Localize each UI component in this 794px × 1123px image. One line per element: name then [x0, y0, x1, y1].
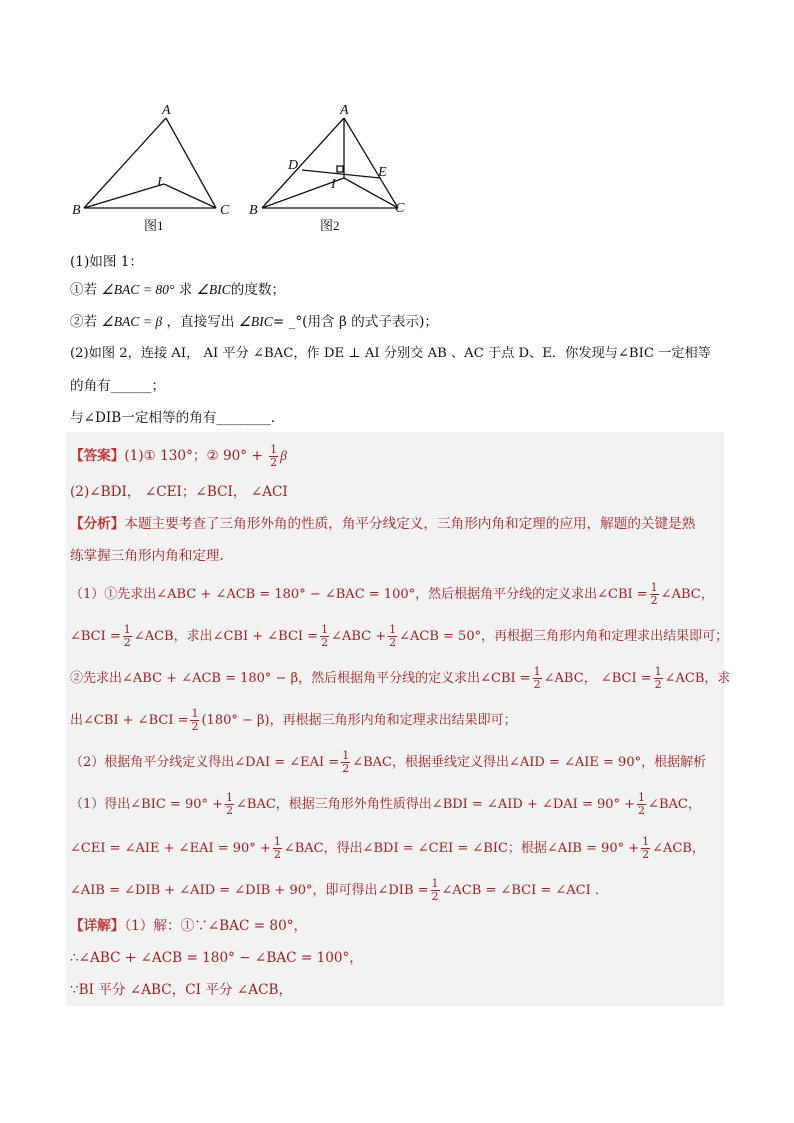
- detail-line-3: ∵BI 平分 ∠ABC，CI 平分 ∠ACB，: [70, 982, 293, 998]
- q1a-mid: 求: [178, 282, 193, 298]
- frac-num: 1: [321, 623, 329, 636]
- a-l4-c: ∠ABC +: [331, 629, 387, 644]
- detail-line-2: ∴∠ABC + ∠ACB = 180° − ∠BAC = 100°，: [70, 950, 363, 966]
- fig2-segment-de: [302, 170, 380, 178]
- half-frac: [641, 836, 650, 861]
- question-part1-b: [70, 312, 438, 332]
- a-l4-d: ∠ACB = 50°，再根据三角形内角和定理求出结果即可；: [399, 629, 729, 644]
- analysis-l1: 本题主要考查了三角形外角的性质，角平分线定义，三角形内角和定理的应用，解题的关键是熟: [124, 516, 696, 532]
- q1a-pre: ①若: [70, 282, 98, 298]
- detail-line-1: [70, 916, 307, 936]
- fig1-caption: 图1: [144, 218, 164, 233]
- question-part1-a: [70, 280, 285, 300]
- frac-num: 1: [270, 443, 278, 456]
- frac-num: 1: [431, 877, 439, 890]
- fig2-segment-ci: [344, 178, 398, 208]
- analysis-line-1: [70, 514, 695, 534]
- fig2-label-b: B: [249, 203, 258, 218]
- fig1-label-c: C: [220, 203, 230, 218]
- a-l9-c: ∠ACB，: [652, 841, 705, 856]
- half-frac: [654, 666, 663, 691]
- answer-line-1: [70, 444, 287, 469]
- analysis-line-7: [70, 750, 706, 775]
- q1b-pre: ②若: [70, 314, 98, 330]
- fig1-segment-bi: [84, 184, 164, 208]
- analysis-line-10: [70, 878, 608, 903]
- frac-den: 2: [191, 720, 199, 733]
- fig2-side-ab: [262, 118, 344, 208]
- frac-num: 1: [273, 835, 281, 848]
- fig2-side-ac: [344, 118, 398, 208]
- q1a-post: 的度数；: [230, 282, 286, 298]
- analysis-line-6: [70, 708, 517, 733]
- frac-num: 1: [638, 791, 646, 804]
- answer-line-2: (2)∠BDI， ∠CEI；∠BCI， ∠ACI: [70, 484, 288, 500]
- analysis-line-5: [70, 666, 730, 691]
- answer-1-pre: (1)① 130°；② 90° +: [124, 448, 263, 464]
- half-frac: [273, 836, 282, 861]
- fig2-label-a: A: [340, 103, 349, 118]
- q1a-math: ∠BAC = 80°: [101, 282, 175, 297]
- a-l4-b: ∠ACB，求出∠CBI + ∠BCI =: [133, 629, 319, 644]
- frac-num: 1: [389, 623, 397, 636]
- question-part2-line1: (2)如图 2，连接 AI， AI 平分 ∠BAC，作 DE ⊥ AI 分别交 AB 、AC 于点 D、E．你发现与∠BIC 一定相等: [70, 346, 711, 361]
- frac-num: 1: [191, 707, 199, 720]
- figure-1: [60, 96, 250, 236]
- detail-l1: （1）解：①∵∠BAC = 80°，: [124, 918, 308, 934]
- a-l4-a: ∠BCI =: [70, 629, 121, 644]
- frac-num: 1: [642, 835, 650, 848]
- analysis-tag: 【分析】: [70, 516, 125, 532]
- answer-tag: 【答案】: [70, 448, 125, 464]
- frac-den: 2: [273, 848, 281, 861]
- q1b-post: = _°(用含 β 的式子表示)；: [272, 314, 439, 330]
- frac-num: 1: [650, 581, 658, 594]
- analysis-line-8: [70, 792, 701, 817]
- frac-den: 2: [638, 804, 646, 817]
- half-frac: [341, 750, 350, 775]
- half-frac: [533, 666, 542, 691]
- a-l6-b: (180° − β)，再根据三角形内角和定理求出结果即可；: [201, 713, 517, 728]
- a-l5-a: ②先求出∠ABC + ∠ACB = 180° − β，然后根据角平分线的定义求出∠CBI =: [70, 671, 531, 686]
- analysis-line-3: [70, 582, 714, 607]
- a-l10-b: ∠ACB = ∠BCI = ∠ACI ．: [441, 883, 608, 898]
- question-part1-heading: (1)如图 1：: [70, 254, 144, 270]
- fig1-side-ac: [166, 118, 216, 208]
- frac-den: 2: [342, 762, 350, 775]
- frac-den: 2: [270, 456, 278, 469]
- frac-den: 2: [431, 890, 439, 903]
- a-l5-c: ∠ACB，求: [664, 671, 731, 686]
- figure-2: [240, 96, 430, 236]
- analysis-line-9: [70, 836, 705, 861]
- analysis-line-4: [70, 624, 728, 649]
- a-l6-a: 出∠CBI + ∠BCI =: [70, 713, 189, 728]
- fig1-label-a: A: [162, 103, 171, 118]
- fig1-label-b: B: [72, 203, 81, 218]
- half-frac: [388, 624, 397, 649]
- a-l3-pre: （1）①先求出∠ABC + ∠ACB = 180° − ∠BAC = 100°，然后根据角平分线的定义求出∠CBI =: [70, 587, 648, 602]
- fig2-right-angle-mark: [337, 166, 343, 172]
- half-frac: [123, 624, 132, 649]
- a-l5-b: ∠ABC， ∠BCI =: [543, 671, 652, 686]
- frac-den: 2: [654, 678, 662, 691]
- half-frac: [225, 792, 234, 817]
- a-l8-b: ∠BAC，根据三角形外角性质得出∠BDI = ∠AID + ∠DAI = 90° +: [236, 797, 636, 812]
- q1b-math: ∠BAC = β: [101, 314, 163, 329]
- fig2-label-e: E: [378, 165, 387, 180]
- fig2-label-d: D: [288, 158, 299, 173]
- frac-den: 2: [389, 636, 397, 649]
- frac-num: 1: [654, 665, 662, 678]
- half-frac: [650, 582, 659, 607]
- fig1-side-ab: [84, 118, 166, 208]
- frac-den: 2: [533, 678, 541, 691]
- frac-num: 1: [342, 749, 350, 762]
- fig2-label-c: C: [395, 201, 405, 216]
- fig1-segment-ci: [164, 184, 216, 208]
- answer-1-post: β: [280, 448, 287, 463]
- q1a-math2: ∠BIC: [196, 282, 231, 297]
- frac-den: 2: [226, 804, 234, 817]
- a-l3-post: ∠ABC，: [660, 587, 714, 602]
- frac-den: 2: [321, 636, 329, 649]
- a-l9-b: ∠BAC，得出∠BDI = ∠CEI = ∠BIC；根据∠AIB = 90° +: [283, 841, 640, 856]
- half-frac: [431, 878, 440, 903]
- a-l9-a: ∠CEI = ∠AIE + ∠EAI = 90° +: [70, 841, 271, 856]
- a-l7-a: （2）根据角平分线定义得出∠DAI = ∠EAI =: [70, 755, 340, 770]
- a-l8-c: ∠BAC，: [648, 797, 701, 812]
- analysis-line-2: 练掌握三角形内角和定理．: [70, 548, 234, 564]
- frac-num: 1: [533, 665, 541, 678]
- fig1-label-i: I: [157, 175, 162, 190]
- half-frac: [637, 792, 646, 817]
- fig2-label-i: I: [331, 177, 336, 192]
- question-part2-line2: 的角有______；: [70, 378, 166, 394]
- a-l8-a: （1）得出∠BIC = 90° +: [70, 797, 224, 812]
- frac-den: 2: [123, 636, 131, 649]
- frac-den: 2: [642, 848, 650, 861]
- detail-tag: 【详解】: [70, 918, 125, 934]
- half-frac: [320, 624, 329, 649]
- fig2-caption: 图2: [320, 218, 340, 233]
- q1b-math2: ∠BIC: [238, 314, 273, 329]
- answer-1-frac: [269, 444, 278, 469]
- q1b-mid: ，直接写出: [166, 314, 235, 330]
- frac-num: 1: [226, 791, 234, 804]
- a-l7-b: ∠BAC，根据垂线定义得出∠AID = ∠AIE = 90°，根据解析: [352, 755, 707, 770]
- half-frac: [190, 708, 199, 733]
- a-l10-a: ∠AIB = ∠DIB + ∠AID = ∠DIB + 90°，即可得出∠DIB =: [70, 883, 429, 898]
- question-part2-line3: 与∠DIB一定相等的角有________．: [70, 410, 285, 426]
- frac-num: 1: [123, 623, 131, 636]
- frac-den: 2: [650, 594, 658, 607]
